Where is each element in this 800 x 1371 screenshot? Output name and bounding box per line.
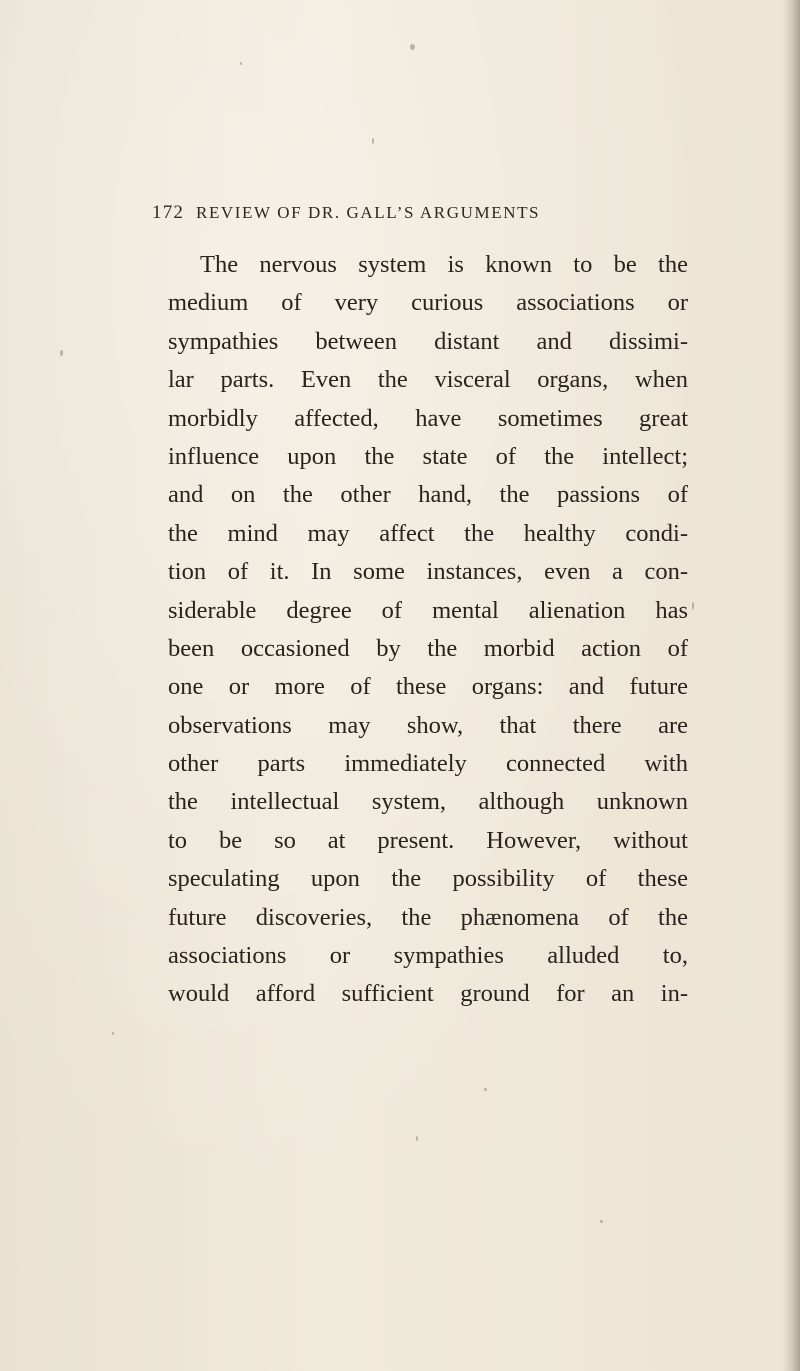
text-line: would afford sufficient ground for an in- — [168, 980, 688, 1008]
text-line: future discoveries, the phænomena of the — [168, 903, 688, 931]
paper-speck — [112, 1032, 114, 1035]
text-line: the intellectual system, although unknown — [168, 788, 688, 816]
text-line: and on the other hand, the passions of — [168, 481, 688, 509]
text-line: other parts immediately connected with — [168, 750, 688, 778]
text-line: influence upon the state of the intellect; — [168, 442, 688, 470]
body-paragraph — [168, 246, 688, 1014]
text-line: medium of very curious associations or — [168, 289, 688, 317]
text-line: to be so at present. However, without — [168, 826, 688, 854]
text-line: one or more of these organs: and future — [168, 673, 688, 701]
page-number: 172 — [152, 202, 185, 223]
paper-speck — [60, 350, 63, 356]
paper-speck — [416, 1136, 418, 1141]
paper-speck — [692, 602, 694, 610]
text-line: morbidly affected, have sometimes great — [168, 404, 688, 432]
text-line: siderable degree of mental alienation has — [168, 596, 688, 624]
text-line: associations or sympathies alluded to, — [168, 942, 688, 970]
text-line: speculating upon the possibility of these — [168, 865, 688, 893]
running-header — [152, 202, 682, 230]
paper-speck — [600, 1220, 603, 1223]
text-line: sympathies between distant and dissimi- — [168, 327, 688, 355]
paper-speck — [484, 1088, 487, 1091]
paper-speck — [410, 44, 415, 50]
paper-speck — [240, 62, 242, 65]
text-line: The nervous system is known to be the — [200, 251, 688, 278]
running-title: REVIEW OF DR. GALL’S ARGUMENTS — [196, 203, 541, 222]
text-line: tion of it. In some instances, even a con- — [168, 558, 688, 586]
text-line: lar parts. Even the visceral organs, when — [168, 366, 688, 394]
page-edge-shadow — [782, 0, 800, 1371]
text-line: been occasioned by the morbid action of — [168, 634, 688, 662]
text-line: observations may show, that there are — [168, 711, 688, 739]
paper-speck — [372, 138, 374, 144]
text-line: the mind may affect the healthy condi- — [168, 519, 688, 547]
